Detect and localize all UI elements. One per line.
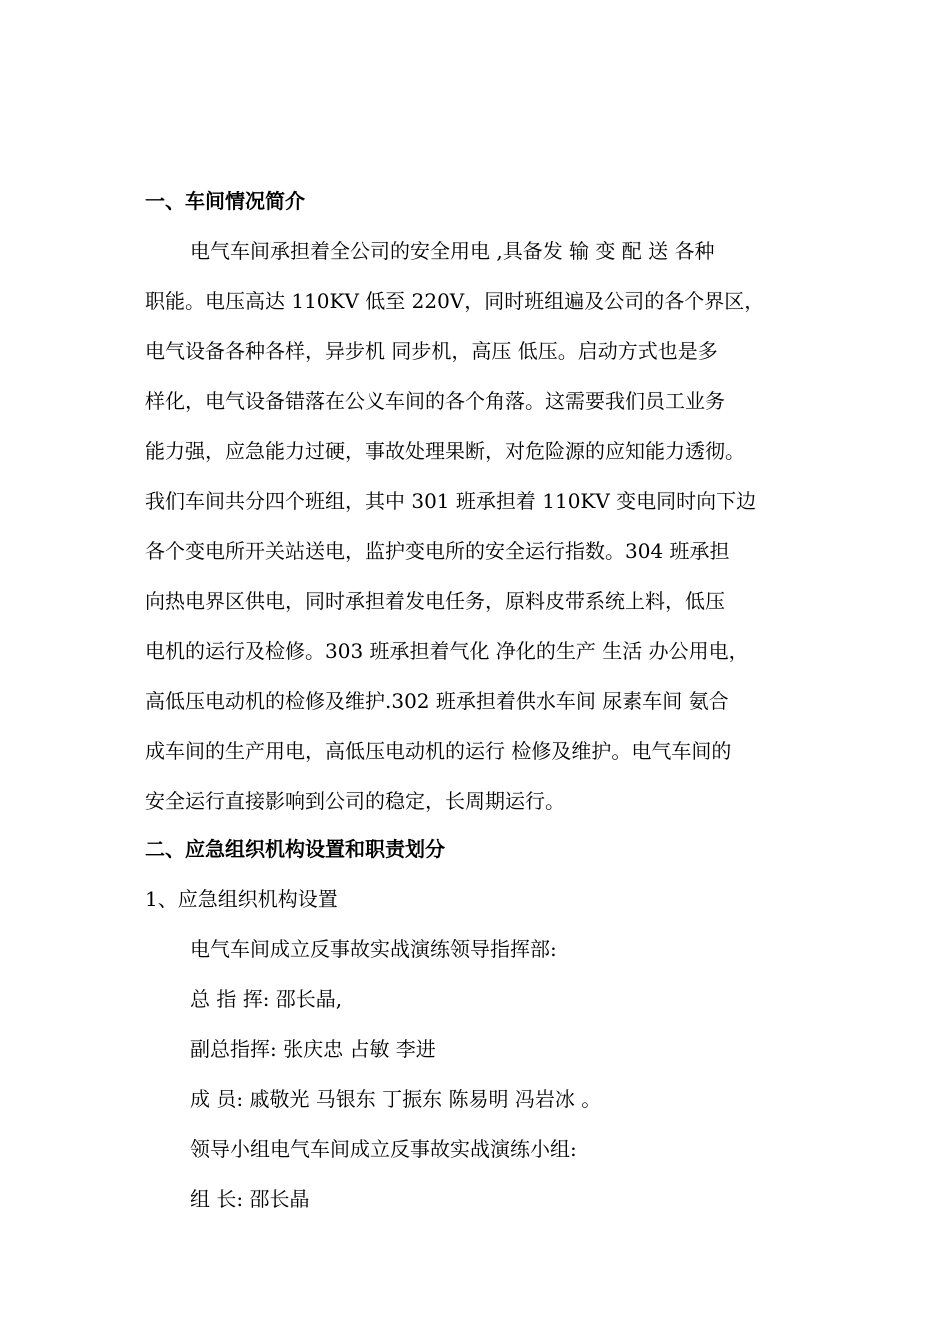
org-line-deputy: 副总指挥: 张庆忠 占敏 李进 — [190, 1037, 436, 1061]
paragraph-line: 各个变电所开关站送电，监护变电所的安全运行指数。304 班承担 — [145, 539, 730, 563]
paragraph-line: 能力强，应急能力过硬，事故处理果断，对危险源的应知能力透彻。 — [145, 439, 745, 463]
org-line: 领导小组电气车间成立反事故实战演练小组: — [190, 1137, 577, 1161]
section-heading-overview: 一、车间情况简介 — [145, 189, 305, 213]
paragraph-line: 样化，电气设备错落在公义车间的各个角落。这需要我们员工业务 — [145, 389, 725, 413]
paragraph-line: 电气车间承担着全公司的安全用电 ,具备发 输 变 配 送 各种 — [190, 239, 715, 263]
org-line-members: 成 员: 戚敬光 马银东 丁振东 陈易明 冯岩冰 。 — [190, 1087, 602, 1111]
section-heading-organization: 二、应急组织机构设置和职责划分 — [145, 837, 445, 861]
paragraph-line: 我们车间共分四个班组，其中 301 班承担着 110KV 变电同时向下边 — [145, 489, 757, 513]
paragraph-line: 安全运行直接影响到公司的稳定，长周期运行。 — [145, 789, 565, 813]
paragraph-line: 向热电界区供电，同时承担着发电任务，原料皮带系统上料，低压 — [145, 589, 725, 613]
org-line-leader: 组 长: 邵长晶 — [190, 1187, 310, 1211]
paragraph-line: 职能。电压高达 110KV 低至 220V，同时班组遍及公司的各个界区， — [145, 289, 765, 313]
org-line-commander: 总 指 挥: 邵长晶, — [190, 987, 343, 1011]
subsection-heading: 1、应急组织机构设置 — [145, 887, 338, 911]
paragraph-line: 成车间的生产用电，高低压电动机的运行 检修及维护。电气车间的 — [145, 739, 732, 763]
paragraph-line: 高低压电动机的检修及维护.302 班承担着供水车间 尿素车间 氨合 — [145, 689, 729, 713]
paragraph-line: 电机的运行及检修。303 班承担着气化 净化的生产 生活 办公用电， — [145, 639, 749, 663]
paragraph-line: 电气设备各种各样，异步机 同步机，高压 低压。启动方式也是多 — [145, 339, 718, 363]
org-line: 电气车间成立反事故实战演练领导指挥部: — [190, 937, 557, 961]
